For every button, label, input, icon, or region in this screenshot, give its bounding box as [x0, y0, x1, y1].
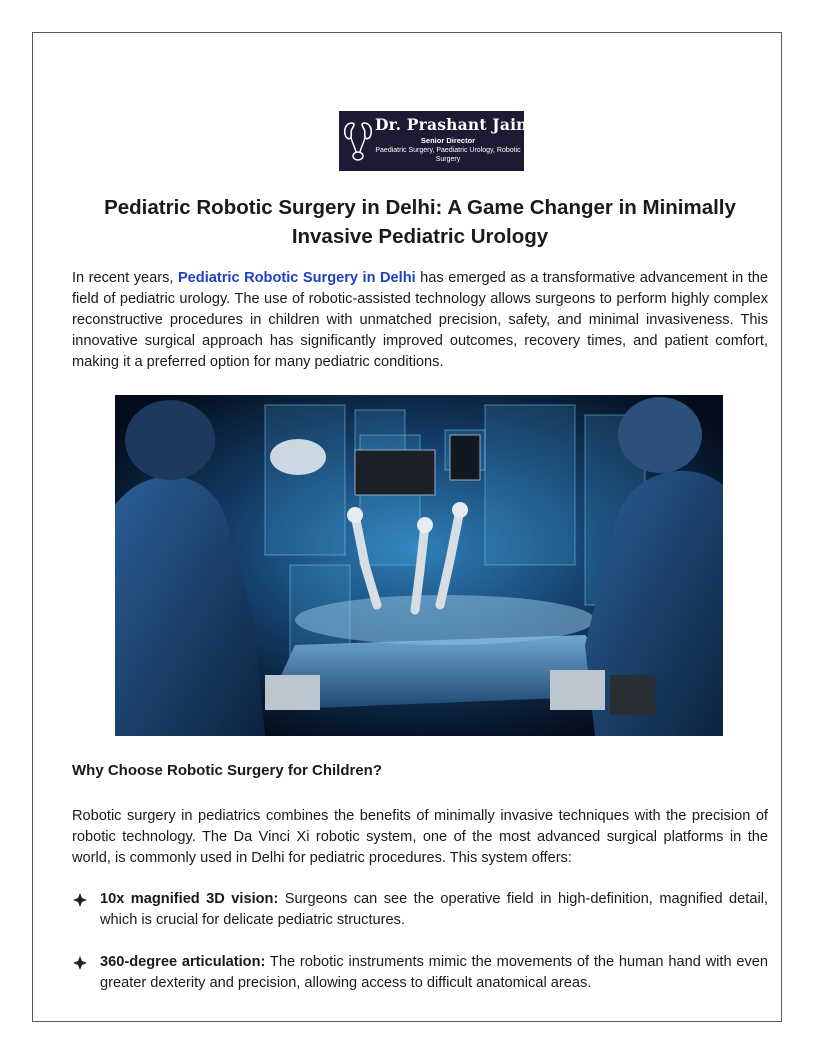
intro-suffix: has emerged as a transformative advancement in the field of pediatric urology. The use of robotic-assisted technology allows surgeons to perform highly complex reconstructive procedures in children with unmatched precision, safety, and minimal invasiveness. This innovative surgical approach has significantly improved outcomes, recovery times, and patient comfort, making it a preferred option for many pediatric conditions. [72, 270, 768, 370]
list-item-description: The robotic instruments mimic the movements of the human hand with even greater dexterity and precision, allowing access to difficult anatomical areas. [100, 954, 768, 991]
diamond-bullet-icon [72, 955, 88, 971]
logo-specialties: Paediatric Surgery, Paediatric Urology, Robotic Surgery [375, 147, 521, 163]
list-item-label: 10x magnified 3D vision: [100, 891, 279, 907]
intro-prefix: In recent years, [72, 270, 178, 286]
robotic-surgery-link[interactable]: Pediatric Robotic Surgery in Delhi [177, 270, 416, 286]
logo-name: Dr. Prashant Jain [375, 115, 528, 134]
list-item-label: 360-degree articulation: [100, 954, 266, 970]
list-item-description: Surgeons can see the operative field in high-definition, magnified detail, which is crucial for delicate pediatric structures. [100, 891, 768, 928]
robotic-surgery-image [115, 395, 723, 736]
page-title: Pediatric Robotic Surgery in Delhi: A Game Changer in Minimally Invasive Pediatric Urology [104, 196, 736, 248]
list-item-text [100, 952, 768, 994]
doctor-logo [339, 111, 528, 171]
section-heading: Why Choose Robotic Surgery for Children? [72, 762, 383, 779]
kidney-icon [343, 119, 373, 163]
list-item-text [100, 889, 768, 931]
logo-role: Senior Director [420, 136, 476, 145]
intro-paragraph [72, 268, 768, 373]
section-paragraph: Robotic surgery in pediatrics combines the benefits of minimally invasive techniques with the precision of robotic technology. The Da Vinci Xi robotic system, one of the most advanced surgical platforms in the world, is commonly used in Delhi for pediatric procedures. This system offers: [72, 808, 768, 866]
diamond-bullet-icon [72, 892, 88, 908]
